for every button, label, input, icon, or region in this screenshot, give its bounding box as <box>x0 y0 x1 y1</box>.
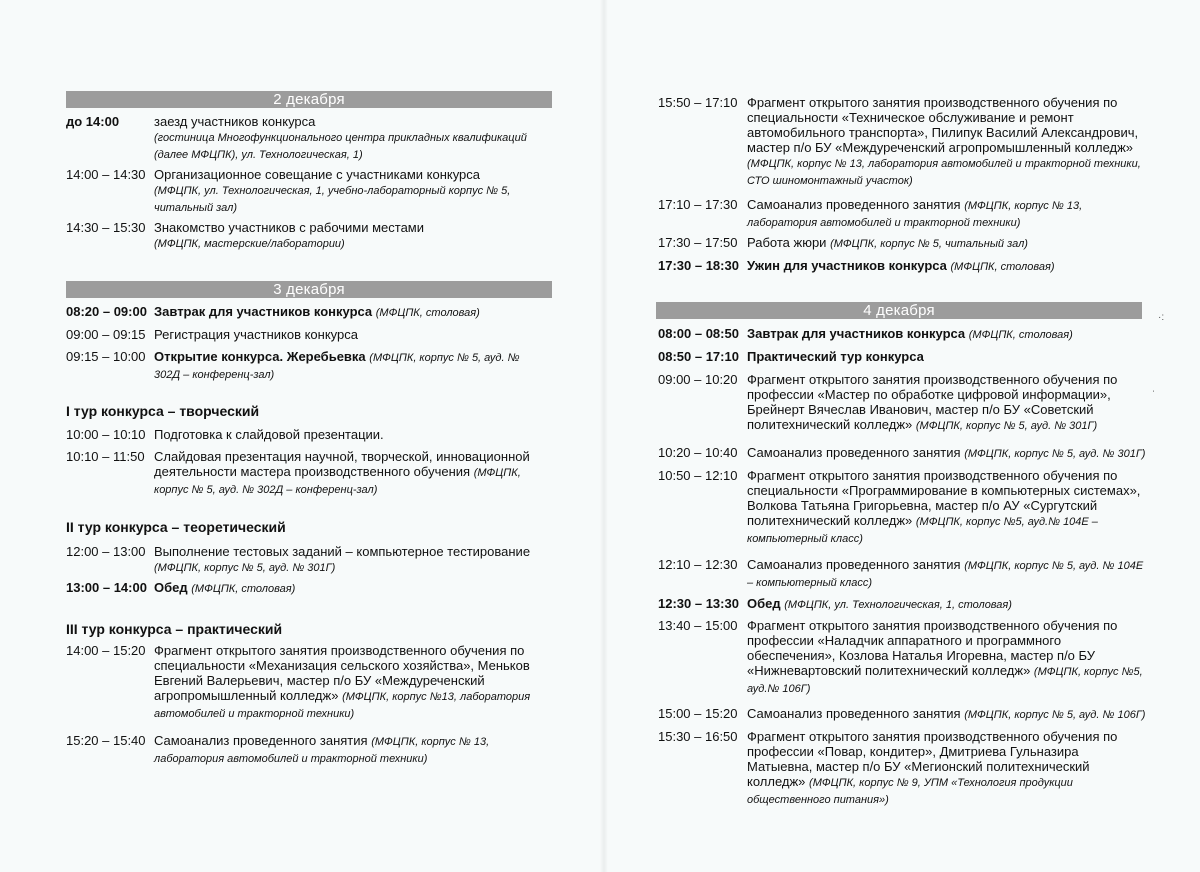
event-time: 14:30 – 15:30 <box>66 220 146 235</box>
event-note: (МФЦПК, мастерские/лаборатории) <box>154 238 345 250</box>
event-title: Самоанализ проведенного занятия <box>747 706 961 721</box>
event-body <box>747 326 1187 343</box>
page-fold <box>600 0 608 872</box>
event-title: Открытие конкурса. Жеребьевка <box>154 349 366 364</box>
event-body <box>747 706 1187 723</box>
event-note: (МФЦПК, корпус № 13, лаборатория автомобилей и тракторной техники) <box>747 200 1083 229</box>
event-note: (гостиница Многофункционального центра прикладных квалификаций (далее МФЦПК), ул. Технологическая, 1) <box>154 132 527 161</box>
event-body <box>154 733 549 767</box>
event-title: Фрагмент открытого занятия производственного обучения по профессии «Наладчик аппаратного и программного обеспечения», Козлова Наталья Игоревна, мастер п/о БУ «Нижневартовский политехнический колледж» <box>747 618 1118 678</box>
event-time: 09:00 – 09:15 <box>66 327 146 342</box>
event-note: (МФЦПК, корпус №5, ауд.№ 104Е – компьютерный класс) <box>747 516 1098 545</box>
event-time: 12:10 – 12:30 <box>658 557 738 572</box>
event-time: 15:00 – 15:20 <box>658 706 738 721</box>
event-body <box>154 114 554 163</box>
event-time: 13:40 – 15:00 <box>658 618 738 633</box>
event-title: Обед <box>747 596 781 611</box>
event-note: (МФЦПК, корпус № 5, ауд. № 301Г) <box>964 448 1146 460</box>
event-note: (МФЦПК, ул. Технологическая, 1, учебно-лабораторный корпус № 5, читальный зал) <box>154 185 511 214</box>
event-title: Самоанализ проведенного занятия <box>154 733 368 748</box>
event-note: (МФЦПК, корпус № 13, лаборатория автомобилей и тракторной техники) <box>154 736 490 765</box>
event-note: (МФЦПК, корпус № 5, ауд. № 106Г) <box>964 709 1146 721</box>
event-title: Самоанализ проведенного занятия <box>747 445 961 460</box>
event-time: 15:50 – 17:10 <box>658 95 738 110</box>
event-body <box>747 95 1147 189</box>
event-title: Выполнение тестовых заданий – компьютерное тестирование <box>154 544 531 559</box>
event-body <box>154 167 554 216</box>
event-note: (МФЦПК, корпус № 5, ауд. № 301Г) <box>154 562 336 574</box>
scan-speck: ˈ <box>1152 390 1156 401</box>
event-body <box>747 349 1187 364</box>
event-body <box>747 445 1167 462</box>
event-title: Практический тур конкурса <box>747 349 924 364</box>
event-note: (МФЦПК, корпус № 5, ауд. № 302Д – конференц-зал) <box>154 352 520 381</box>
event-body <box>747 557 1147 591</box>
event-body <box>154 304 584 321</box>
event-time: 09:00 – 10:20 <box>658 372 738 387</box>
event-time: 09:15 – 10:00 <box>66 349 146 364</box>
event-body <box>154 427 584 442</box>
event-title: Завтрак для участников конкурса <box>747 326 966 341</box>
event-time: 10:00 – 10:10 <box>66 427 146 442</box>
event-body <box>747 468 1142 547</box>
event-body <box>154 220 554 252</box>
event-body <box>747 729 1147 808</box>
event-title: Фрагмент открытого занятия производственного обучения по специальности «Техническое обслуживание и ремонт автомобильного транспорта», Пилипук Василий Александрович, мастер п/о БУ «Междуреченский агропромышленный колледж» <box>747 95 1139 155</box>
event-time: 14:00 – 14:30 <box>66 167 146 182</box>
event-note: (МФЦПК, корпус №13, лаборатория автомобилей и тракторной техники) <box>154 691 531 720</box>
event-body <box>154 449 549 498</box>
event-body <box>747 197 1147 231</box>
day-header-3-december: 3 декабря <box>66 281 552 298</box>
event-time: 17:30 – 17:50 <box>658 235 738 250</box>
event-note: (МФЦПК, корпус №5, ауд.№ 106Г) <box>747 666 1143 695</box>
event-body <box>154 643 549 722</box>
event-title: Обед <box>154 580 188 595</box>
event-note: (МФЦПК, корпус № 5, ауд. № 104Е – компьютерный класс) <box>747 560 1144 589</box>
event-note: (МФЦПК, ул. Технологическая, 1, столовая) <box>784 599 1012 611</box>
event-body <box>154 544 554 576</box>
phase-title-creative: I тур конкурса – творческий <box>66 403 260 419</box>
event-title: Подготовка к слайдовой презентации. <box>154 427 384 442</box>
event-time: 15:30 – 16:50 <box>658 729 738 744</box>
event-title: заезд участников конкурса <box>154 114 316 129</box>
event-time: 13:00 – 14:00 <box>66 580 147 595</box>
event-title: Знакомство участников с рабочими местами <box>154 220 425 235</box>
event-title: Фрагмент открытого занятия производственного обучения по профессии «Мастер по обработке цифровой информации», Брейнерт Вячеслав Иванович, мастер п/о БУ «Советский политехнический колледж» <box>747 372 1118 432</box>
event-time: 17:10 – 17:30 <box>658 197 738 212</box>
phase-title-theoretical: II тур конкурса – теоретический <box>66 519 286 535</box>
event-title: Регистрация участников конкурса <box>154 327 358 342</box>
event-title: Работа жюри <box>747 235 827 250</box>
event-note: (МФЦПК, столовая) <box>191 583 296 595</box>
event-time: 14:00 – 15:20 <box>66 643 146 658</box>
event-body <box>747 235 1167 252</box>
event-note: (МФЦПК, корпус № 5, ауд. № 301Г) <box>915 420 1098 432</box>
event-title: Фрагмент открытого занятия производственного обучения по специальности «Механизация сельского хозяйства», Меньков Евгений Валерьевич, мастер п/о БУ «Междуреченский агропромышленный колледж» <box>154 643 530 703</box>
event-time: 08:50 – 17:10 <box>658 349 739 364</box>
day-header-2-december: 2 декабря <box>66 91 552 108</box>
event-body <box>154 327 584 342</box>
event-body <box>154 349 534 383</box>
event-title: Ужин для участников конкурса <box>747 258 947 273</box>
event-body <box>747 618 1147 697</box>
event-note: (МФЦПК, столовая) <box>375 307 480 319</box>
event-time: 12:00 – 13:00 <box>66 544 146 559</box>
event-time: 12:30 – 13:30 <box>658 596 739 611</box>
event-title: Самоанализ проведенного занятия <box>747 557 961 572</box>
event-note: (МФЦПК, корпус № 9, УПМ «Технология продукции общественного питания») <box>747 777 1073 806</box>
event-time: 08:20 – 09:00 <box>66 304 147 319</box>
event-note: (МФЦПК, корпус № 13, лаборатория автомобилей и тракторной техники, СТО шиномонтажный участок) <box>747 158 1141 187</box>
event-time: 10:50 – 12:10 <box>658 468 738 483</box>
event-body <box>747 258 1167 275</box>
event-title: Фрагмент открытого занятия производственного обучения по профессии «Повар, кондитер», Дмитриева Гульназира Матыевна, мастер п/о БУ «Мегионский политехнический колледж» <box>747 729 1118 789</box>
event-body <box>747 596 1187 613</box>
event-body <box>154 580 554 597</box>
event-title: Слайдовая презентация научной, творческой, инновационной деятельности мастера производственного обучения <box>154 449 530 479</box>
event-title: Организационное совещание с участниками конкурса <box>154 167 481 182</box>
scan-speck: ·: <box>1158 312 1165 323</box>
event-time: 10:20 – 10:40 <box>658 445 738 460</box>
event-body <box>747 372 1142 434</box>
day-header-4-december: 4 декабря <box>656 302 1142 319</box>
event-time: 10:10 – 11:50 <box>66 449 145 464</box>
event-title: Самоанализ проведенного занятия <box>747 197 961 212</box>
event-title: Фрагмент открытого занятия производственного обучения по специальности «Программирование в компьютерных системах», Волкова Татьяна Григорьевна, мастер п/о АУ «Сургутский политехнический колледж» <box>747 468 1141 528</box>
phase-title-practical: III тур конкурса – практический <box>66 621 283 637</box>
event-note: (МФЦПК, столовая) <box>968 329 1073 341</box>
event-time: 15:20 – 15:40 <box>66 733 146 748</box>
event-note: (МФЦПК, корпус № 5, ауд. № 302Д – конференц-зал) <box>154 467 521 496</box>
event-note: (МФЦПК, столовая) <box>950 261 1055 273</box>
event-note: (МФЦПК, корпус № 5, читальный зал) <box>830 238 1028 250</box>
event-time: 08:00 – 08:50 <box>658 326 739 341</box>
event-time: до 14:00 <box>66 114 120 129</box>
event-title: Завтрак для участников конкурса <box>154 304 373 319</box>
event-time: 17:30 – 18:30 <box>658 258 739 273</box>
